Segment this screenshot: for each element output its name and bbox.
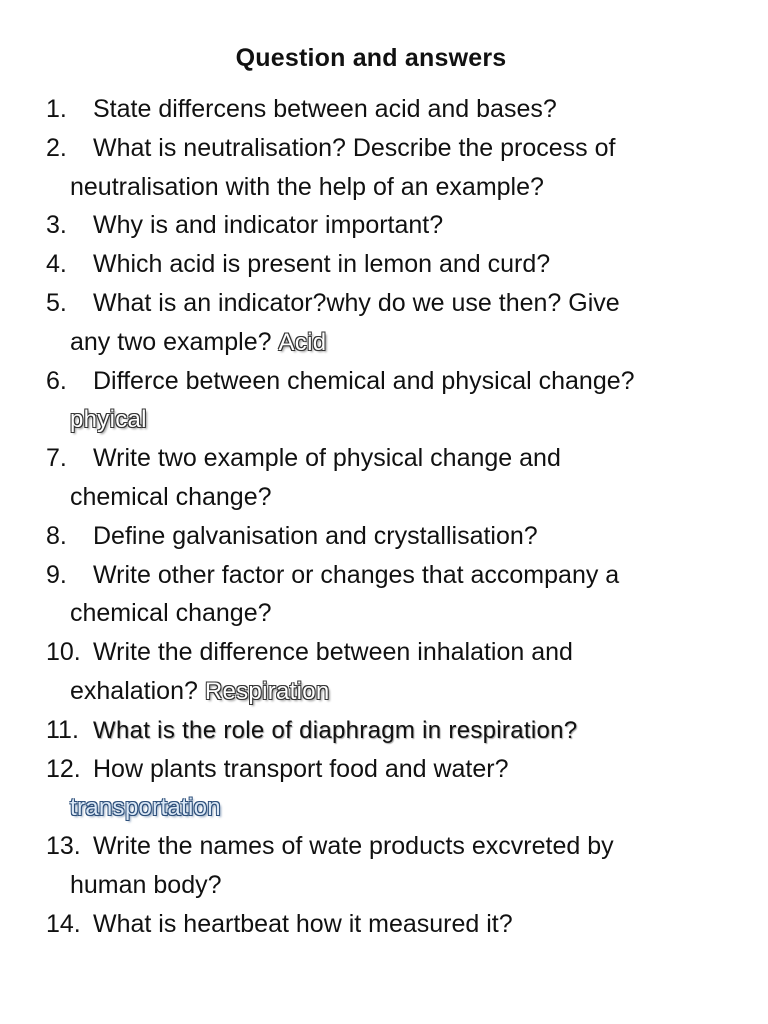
topic-label-transportation: transportation bbox=[70, 794, 221, 822]
question-number: 13. bbox=[46, 832, 81, 861]
question-13 bbox=[46, 827, 746, 866]
question-text: chemical change? bbox=[70, 482, 272, 511]
question-6-continued bbox=[46, 400, 746, 439]
topic-label-acid: Acid bbox=[278, 328, 327, 356]
question-2 bbox=[46, 129, 746, 168]
question-text: What is heartbeat how it measured it? bbox=[93, 909, 513, 938]
question-13-continued bbox=[46, 866, 746, 905]
question-number: 11. bbox=[46, 715, 79, 744]
question-6 bbox=[46, 362, 746, 401]
question-text: Define galvanisation and crystallisation? bbox=[93, 521, 538, 550]
question-text: Why is and indicator important? bbox=[93, 211, 444, 240]
question-text: What is neutralisation? Describe the process of bbox=[93, 133, 616, 162]
question-number: 14. bbox=[46, 909, 81, 938]
question-1 bbox=[46, 90, 746, 129]
question-9-continued bbox=[46, 594, 746, 633]
question-text: What is an indicator?why do we use then? Give bbox=[93, 288, 620, 317]
question-text: What is the role of diaphragm in respiration? bbox=[93, 716, 578, 744]
question-text: Write the names of wate products excvreted by bbox=[93, 832, 614, 861]
question-number: 6. bbox=[46, 366, 67, 395]
question-5 bbox=[46, 284, 746, 323]
question-3 bbox=[46, 206, 746, 245]
question-list bbox=[46, 90, 746, 944]
question-number: 1. bbox=[46, 95, 67, 123]
question-10 bbox=[46, 633, 746, 672]
question-number: 2. bbox=[46, 133, 67, 162]
question-text: any two example? bbox=[70, 327, 272, 356]
question-number: 10. bbox=[46, 638, 81, 667]
question-text: Write other factor or changes that accompany a bbox=[93, 560, 620, 589]
question-12 bbox=[46, 750, 746, 789]
question-number: 4. bbox=[46, 250, 67, 279]
question-text: neutralisation with the help of an example? bbox=[70, 172, 544, 201]
question-4 bbox=[46, 245, 746, 284]
question-text: Differce between chemical and physical change? bbox=[93, 366, 635, 395]
question-text: chemical change? bbox=[70, 599, 272, 628]
question-text: Write two example of physical change and bbox=[93, 444, 561, 473]
question-text: Write the difference between inhalation and bbox=[93, 638, 573, 667]
page-title: Question and answers bbox=[235, 44, 507, 72]
question-14 bbox=[46, 905, 746, 944]
question-10-continued bbox=[46, 672, 746, 711]
question-number: 8. bbox=[46, 521, 67, 550]
question-text: human body? bbox=[70, 870, 222, 899]
question-5-continued bbox=[46, 323, 746, 362]
question-number: 9. bbox=[46, 560, 67, 589]
question-number: 7. bbox=[46, 444, 67, 473]
question-text: How plants transport food and water? bbox=[93, 754, 509, 783]
question-number: 5. bbox=[46, 288, 67, 317]
topic-label-respiration: Respiration bbox=[204, 677, 330, 705]
question-8 bbox=[46, 517, 746, 556]
question-text: exhalation? bbox=[70, 676, 198, 705]
question-11 bbox=[46, 711, 746, 750]
question-12-continued bbox=[46, 788, 746, 827]
question-text: Which acid is present in lemon and curd? bbox=[93, 250, 551, 279]
question-number: 3. bbox=[46, 211, 67, 240]
question-text: State differcens between acid and bases? bbox=[93, 95, 557, 123]
topic-label-physical: phyical bbox=[70, 406, 147, 434]
question-number: 12. bbox=[46, 754, 81, 783]
question-7 bbox=[46, 439, 746, 478]
question-2-continued bbox=[46, 168, 746, 207]
question-9 bbox=[46, 556, 746, 595]
question-7-continued bbox=[46, 478, 746, 517]
